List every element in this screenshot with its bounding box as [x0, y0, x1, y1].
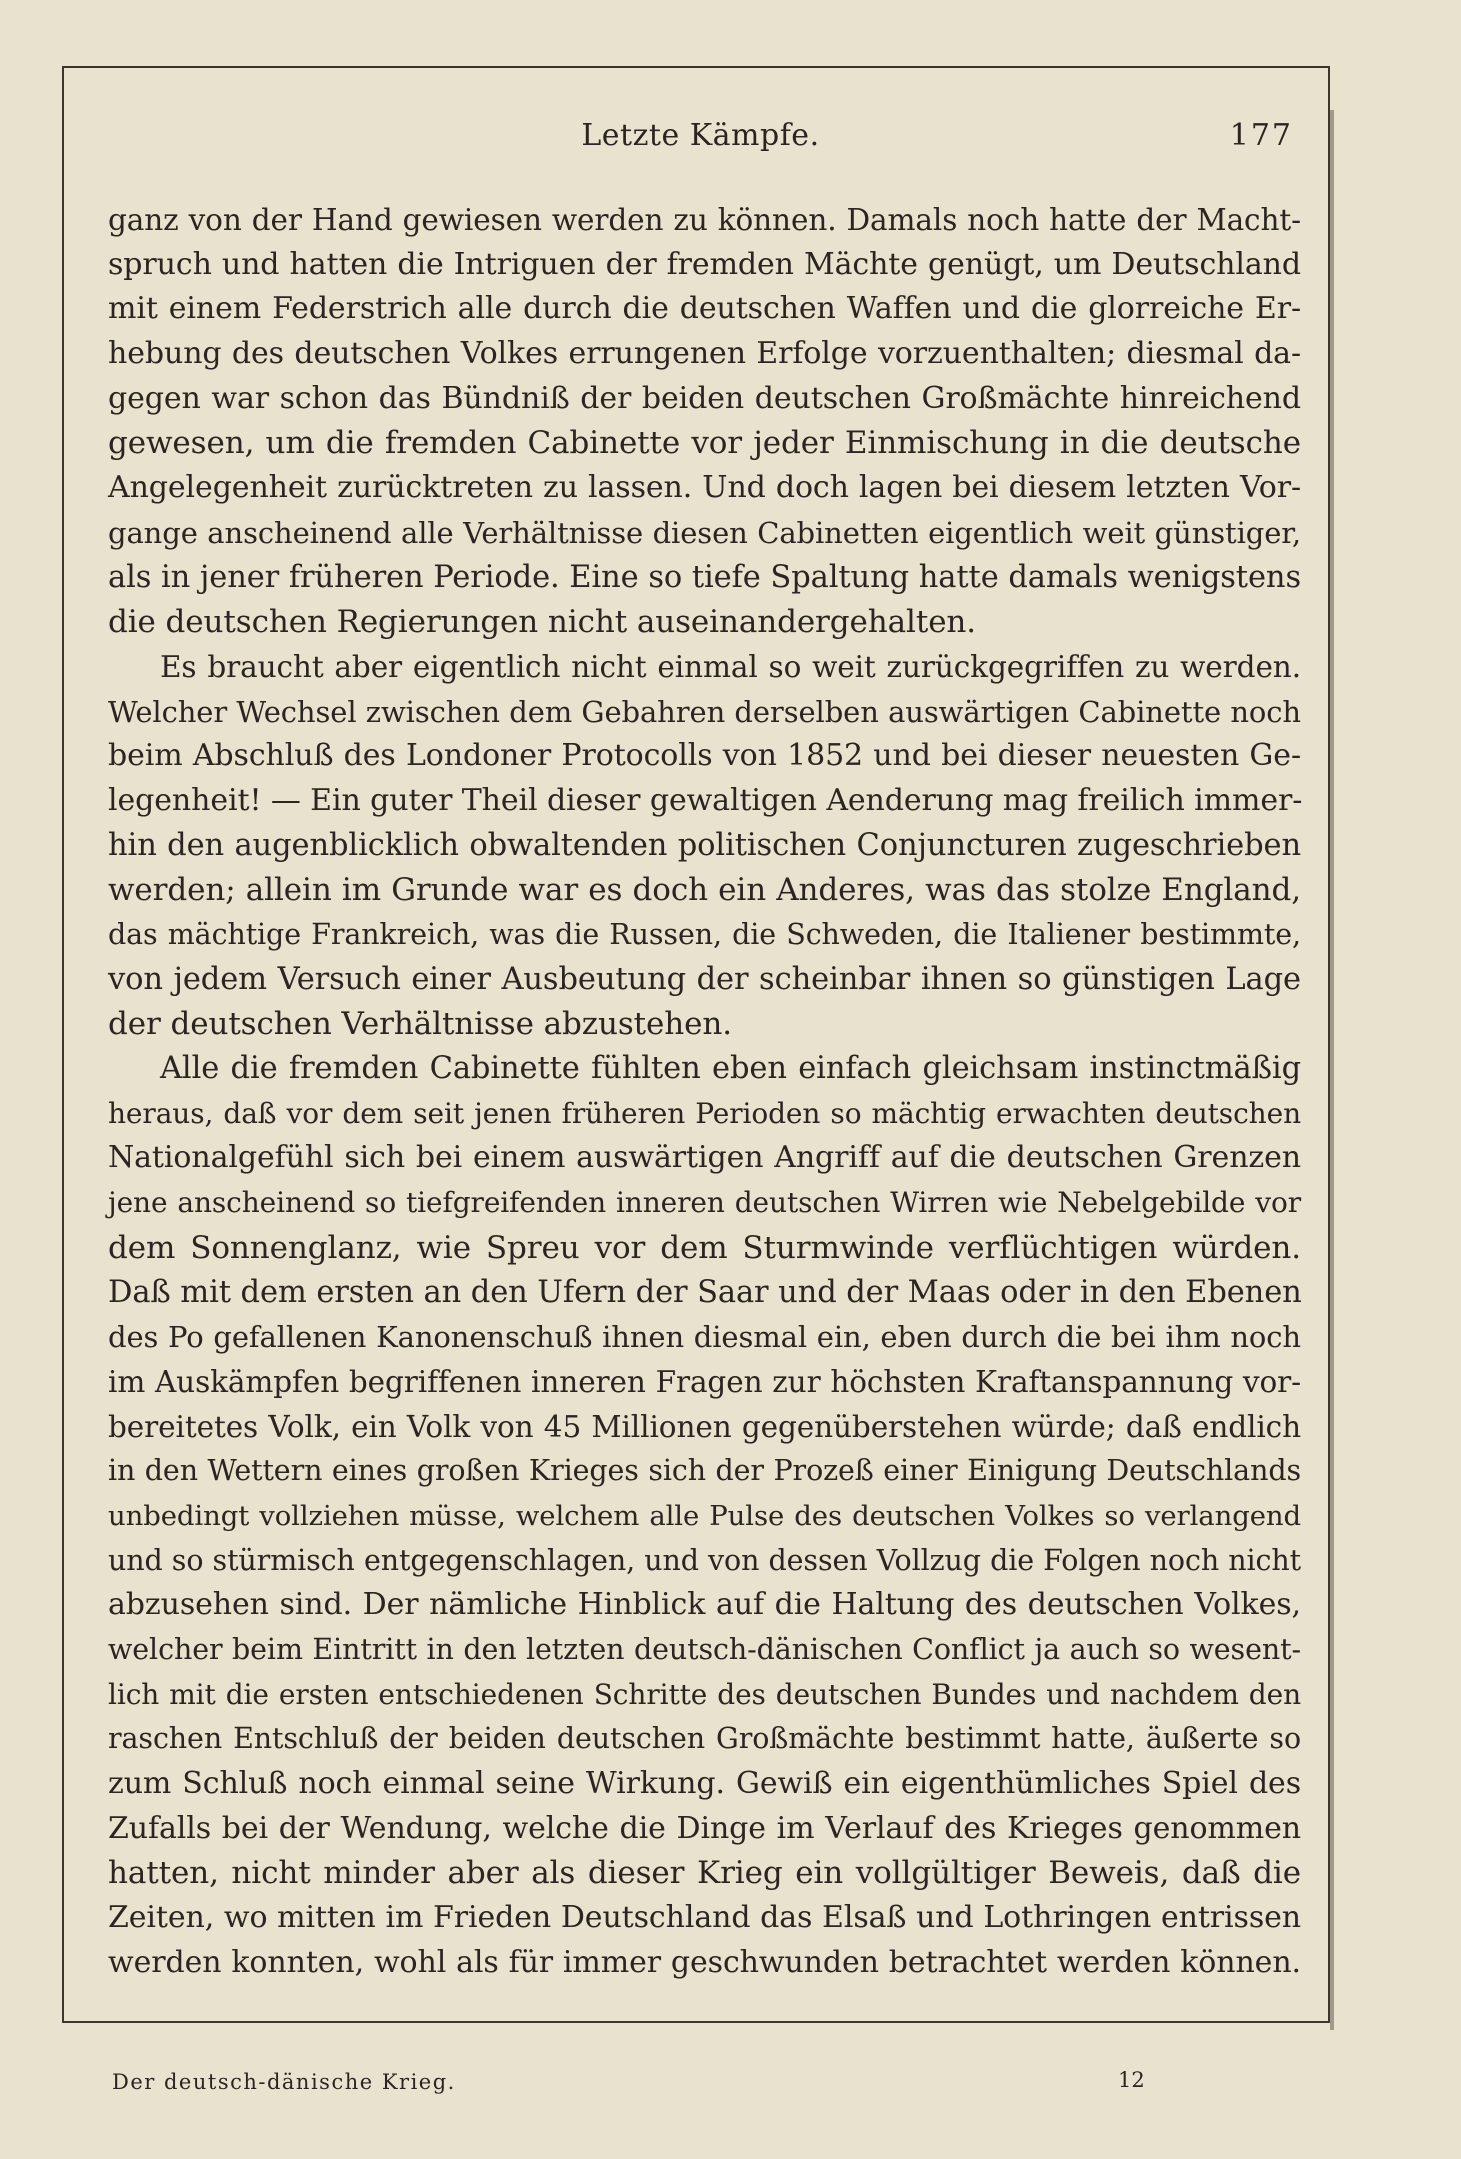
running-head-title: Letzte Kämpfe.: [581, 118, 820, 153]
text-line: in den Wettern eines großen Krieges sich der Prozeß einer Einigung Deutschlands: [108, 1454, 1301, 1488]
running-head: [108, 118, 1293, 168]
text-line: Alle die fremden Cabinette fühlten eben einfach gleichsam instinctmäßig: [160, 1051, 1301, 1087]
text-line: gewesen, um die fremden Cabinette vor jeder Einmischung in die deutsche: [108, 425, 1301, 462]
text-line: welcher beim Eintritt in den letzten deutsch-dänischen Conflict ja auch so wesent-: [108, 1633, 1301, 1666]
text-line: Nationalgefühl sich bei einem auswärtigen Angriff auf die deutschen Grenzen: [108, 1140, 1301, 1176]
text-line: dem Sonnenglanz, wie Spreu vor dem Sturmwinde verflüchtigen würden.: [108, 1229, 1301, 1266]
text-line: Es braucht aber eigentlich nicht einmal so weit zurückgegriffen zu werden.: [160, 649, 1301, 684]
text-line: des Po gefallenen Kanonenschuß ihnen diesmal ein, eben durch die bei ihm noch: [108, 1320, 1301, 1355]
text-line: gegen war schon das Bündniß der beiden deutschen Großmächte hinreichend: [108, 380, 1301, 416]
text-line: Angelegenheit zurücktreten zu lassen. Und doch lagen bei diesem letzten Vor-: [108, 470, 1301, 506]
page-number: 177: [1229, 118, 1293, 153]
text-line: raschen Entschluß der beiden deutschen Großmächte bestimmt hatte, äußerte so: [108, 1722, 1301, 1756]
text-line: gange anscheinend alle Verhältnisse diesen Cabinetten eigentlich weit günstiger,: [108, 515, 1301, 550]
text-line: legenheit! — Ein guter Theil dieser gewaltigen Aenderung mag freilich immer-: [108, 782, 1303, 818]
text-line: von jedem Versuch einer Ausbeutung der scheinbar ihnen so günstigen Lage: [108, 961, 1301, 997]
text-line: Daß mit dem ersten an den Ufern der Saar und der Maas oder in den Ebenen: [108, 1274, 1302, 1310]
text-line: Zufalls bei der Wendung, welche die Dinge im Verlauf des Krieges genommen: [108, 1810, 1301, 1846]
text-line: jene anscheinend so tiefgreifenden inneren deutschen Wirren wie Nebelgebilde vor: [108, 1186, 1301, 1220]
text-line: spruch und hatten die Intriguen der fremden Mächte genügt, um Deutschland: [108, 246, 1301, 282]
text-line: Zeiten, wo mitten im Frieden Deutschland das Elsaß und Lothringen entrissen: [108, 1900, 1301, 1936]
text-line: heraus, daß vor dem seit jenen früheren Perioden so mächtig erwachten deutschen: [108, 1096, 1301, 1130]
text-line: unbedingt vollziehen müsse, welchem alle Pulse des deutschen Volkes so verlangend: [108, 1499, 1301, 1532]
body-text: [108, 198, 1301, 1986]
text-line: beim Abschluß des Londoner Protocolls von 1852 und bei dieser neuesten Ge-: [108, 738, 1301, 774]
text-line: werden konnten, wohl als für immer geschwunden betrachtet werden können.: [108, 1944, 1301, 1980]
text-line: hebung des deutschen Volkes errungenen Erfolge vorzuenthalten; diesmal da-: [108, 336, 1301, 372]
text-line: lich mit die ersten entschiedenen Schritte des deutschen Bundes und nachdem den: [108, 1677, 1301, 1711]
text-line: der deutschen Verhältnisse abzustehen.: [108, 1006, 732, 1043]
text-line: als in jener früheren Periode. Eine so tiefe Spaltung hatte damals wenigstens: [108, 559, 1301, 595]
text-line: Welcher Wechsel zwischen dem Gebahren derselben auswärtigen Cabinette noch: [108, 694, 1301, 729]
text-line: bereitetes Volk, ein Volk von 45 Millionen gegenüberstehen würde; daß endlich: [108, 1409, 1301, 1444]
text-line: ganz von der Hand gewiesen werden zu können. Damals noch hatte der Macht-: [108, 203, 1301, 237]
text-line: abzusehen sind. Der nämliche Hinblick auf die Haltung des deutschen Volkes,: [108, 1587, 1301, 1623]
text-line: die deutschen Regierungen nicht auseinandergehalten.: [108, 604, 977, 641]
signature-number: 12: [1118, 2068, 1145, 2092]
frame-edge: [1330, 110, 1334, 2030]
text-line: hin den augenblicklich obwaltenden politischen Conjuncturen zugeschrieben: [108, 827, 1301, 863]
text-line: das mächtige Frankreich, was die Russen, die Schweden, die Italiener bestimmte,: [108, 918, 1301, 951]
signature-title: Der deutsch-dänische Krieg.: [112, 2070, 456, 2094]
text-line: im Auskämpfen begriffenen inneren Fragen zur höchsten Kraftanspannung vor-: [108, 1364, 1301, 1399]
text-line: hatten, nicht minder aber als dieser Krieg ein vollgültiger Beweis, daß die: [108, 1855, 1301, 1892]
text-line: zum Schluß noch einmal seine Wirkung. Gewiß ein eigenthümliches Spiel des: [108, 1766, 1301, 1802]
text-line: werden; allein im Grunde war es doch ein Anderes, was das stolze England,: [108, 872, 1301, 909]
text-line: und so stürmisch entgegenschlagen, und von dessen Vollzug die Folgen noch nicht: [108, 1543, 1301, 1577]
text-line: mit einem Federstrich alle durch die deutschen Waffen und die glorreiche Er-: [108, 291, 1301, 327]
